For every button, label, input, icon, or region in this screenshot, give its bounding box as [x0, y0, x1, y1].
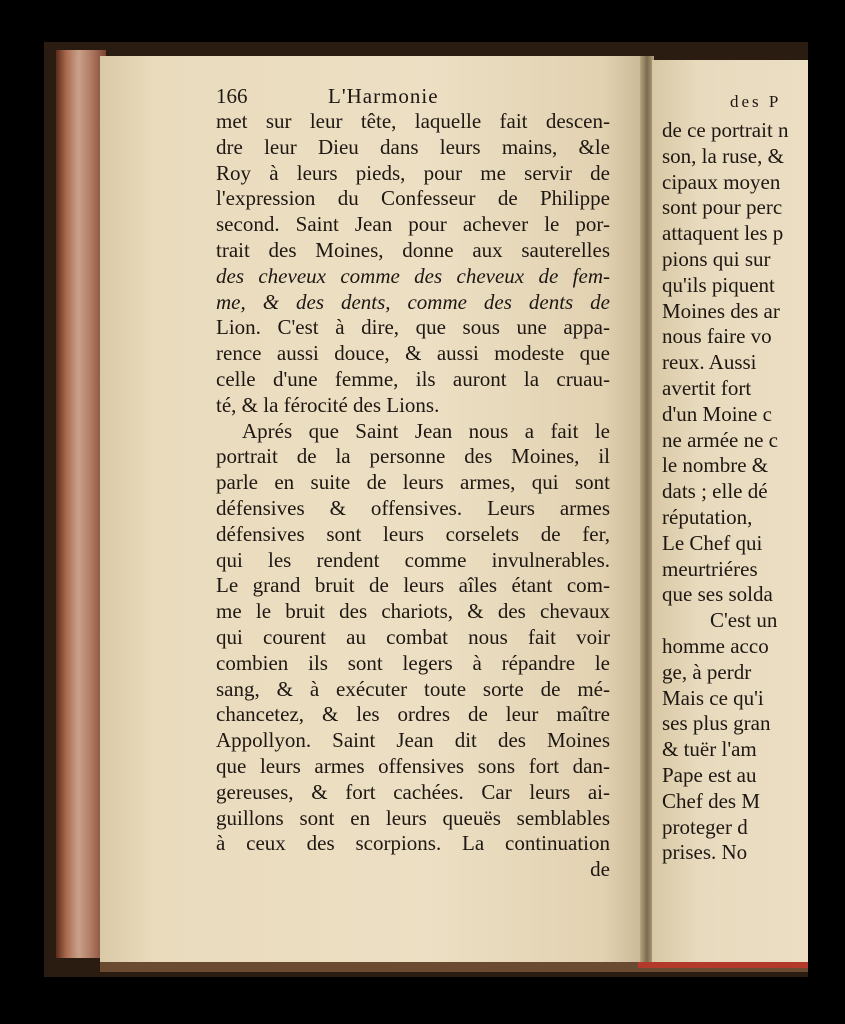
- text-line: reux. Aussi: [662, 350, 757, 375]
- text-line: dre leur Dieu dans leurs mains, &le: [216, 134, 610, 159]
- text-line: Lion. C'est à dire, que sous une appa-: [216, 315, 610, 340]
- text-line: prises. No: [662, 840, 748, 865]
- catchword: de: [590, 857, 610, 882]
- text-line: ses plus gran: [662, 711, 771, 736]
- text-line: des cheveux comme des cheveux de fem-: [216, 263, 610, 288]
- text-line: défensives sont leurs corselets de fer,: [216, 521, 610, 546]
- text-line: combien ils sont legers à répandre le: [216, 650, 610, 675]
- text-line: homme acco: [662, 633, 769, 658]
- text-line: qu'ils piquent: [662, 272, 775, 297]
- text-line: parle en suite de leurs armes, qui sont: [216, 470, 610, 495]
- text-line: d'un Moine c: [662, 401, 772, 426]
- text-line: qui les rendent comme invulnerables.: [216, 547, 610, 572]
- text-line: & tuër l'am: [662, 737, 757, 762]
- text-line: son, la ruse, &: [662, 143, 784, 168]
- text-line: met sur leur tête, laquelle fait descen-: [216, 109, 610, 133]
- text-line: Pape est au: [662, 762, 757, 787]
- text-line: pions qui sur: [662, 246, 771, 271]
- text-line: que leurs armes offensives sons fort dan-: [216, 753, 610, 778]
- text-line: Moines des ar: [662, 298, 780, 323]
- text-line: réputation,: [662, 504, 753, 529]
- text-line: que ses solda: [662, 582, 773, 607]
- text-line: Mais ce qu'i: [662, 685, 764, 710]
- text-line: second. Saint Jean pour achever le por-: [216, 212, 610, 237]
- text-line: ge, à perdr: [662, 659, 752, 684]
- text-line: trait des Moines, donne aux sauterelles: [216, 237, 610, 262]
- right-running-head: des P: [730, 92, 782, 111]
- red-edge: [638, 962, 808, 968]
- text-line: celle d'une femme, ils auront la cruau-: [216, 366, 610, 391]
- text-line: défensives & offensives. Leurs armes: [216, 495, 610, 520]
- text-line: à ceux des scorpions. La continuation: [216, 831, 610, 856]
- text-line: meurtriéres: [662, 556, 758, 581]
- text-line: Le grand bruit de leurs aîles étant com-: [216, 573, 610, 598]
- text-line: avertit fort: [662, 375, 752, 400]
- text-line: le nombre &: [662, 453, 769, 478]
- text-line: cipaux moyen: [662, 169, 781, 194]
- running-head: L'Harmonie: [328, 84, 439, 108]
- text-line: Aprés que Saint Jean nous a fait le: [242, 418, 610, 443]
- right-page-body: [662, 118, 808, 878]
- text-line: Appollyon. Saint Jean dit des Moines: [216, 728, 610, 753]
- text-line: me, & des dents, comme des dents de: [216, 289, 610, 314]
- text-line: sont pour perc: [662, 195, 783, 220]
- text-line: me le bruit des chariots, & des chevaux: [216, 599, 610, 624]
- text-line: Le Chef qui: [662, 530, 763, 555]
- text-line: proteger d: [662, 814, 748, 839]
- text-line: Roy à leurs pieds, pour me servir de: [216, 160, 610, 185]
- bottom-edge: [100, 962, 808, 972]
- left-page-body: [216, 109, 610, 883]
- text-line: sang, & à exécuter toute sorte de mé-: [216, 676, 610, 701]
- text-line: C'est un: [710, 608, 778, 633]
- text-line: de ce portrait n: [662, 118, 789, 142]
- text-line: dats ; elle dé: [662, 479, 768, 504]
- page-number: 166: [216, 84, 248, 108]
- text-line: chancetez, & les ordres de leur maître: [216, 702, 610, 727]
- text-line: guillons sont en leurs queuës semblables: [216, 805, 610, 830]
- text-line: portrait de la personne des Moines, il: [216, 444, 610, 469]
- text-line: rence aussi douce, & aussi modeste que: [216, 341, 610, 366]
- text-line: attaquent les p: [662, 221, 784, 246]
- page-edges: [56, 50, 106, 958]
- text-line: ne armée ne c: [662, 427, 779, 452]
- text-line: nous faire vo: [662, 324, 772, 349]
- text-line: l'expression du Confesseur de Philippe: [216, 186, 610, 211]
- text-line: té, & la férocité des Lions.: [216, 392, 440, 417]
- left-page-header: [216, 84, 610, 108]
- text-line: Chef des M: [662, 788, 760, 813]
- text-line: gereuses, & fort cachées. Car leurs ai-: [216, 779, 610, 804]
- text-line: qui courent au combat nous fait voir: [216, 624, 610, 649]
